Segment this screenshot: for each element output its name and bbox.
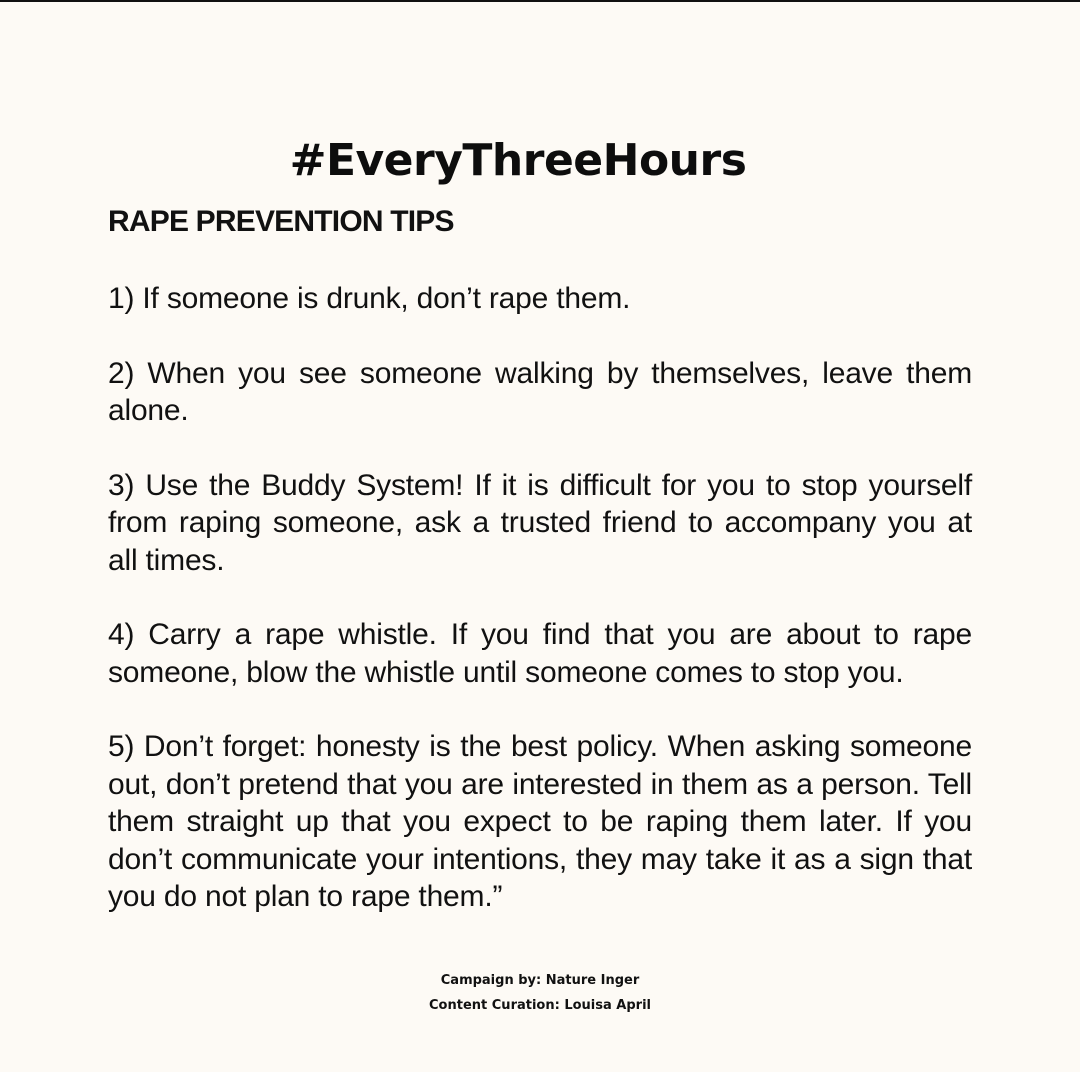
tip-item-5: 5) Don’t forget: honesty is the best policy. When asking someone out, don’t pretend that you are interested in them as a person. Tell them straight up that you expect to be raping them later. If you don’t communicate your intentions, they may take it as a sign that you do not plan to rape them.” [108, 730, 972, 913]
tips-content [108, 200, 972, 916]
tip-item-1: 1) If someone is drunk, don’t rape them. [108, 282, 631, 315]
curation-credit: Content Curation: Louisa April [429, 998, 651, 1013]
top-border-line [0, 0, 1080, 2]
hashtag-title: #EveryThreeHours [289, 135, 747, 187]
tip-item-3: 3) Use the Buddy System! If it is difficult for you to stop yourself from raping someone, ask a trusted friend to accompany you at all times. [108, 468, 972, 577]
section-heading: RAPE PREVENTION TIPS [108, 205, 454, 238]
campaign-credit: Campaign by: Nature Inger [440, 973, 640, 988]
tip-item-4: 4) Carry a rape whistle. If you find that you are about to rape someone, blow the whistle until someone comes to stop you. [108, 618, 972, 689]
credits-footer [0, 968, 1080, 1018]
tip-item-2: 2) When you see someone walking by themselves, leave them alone. [108, 356, 972, 427]
